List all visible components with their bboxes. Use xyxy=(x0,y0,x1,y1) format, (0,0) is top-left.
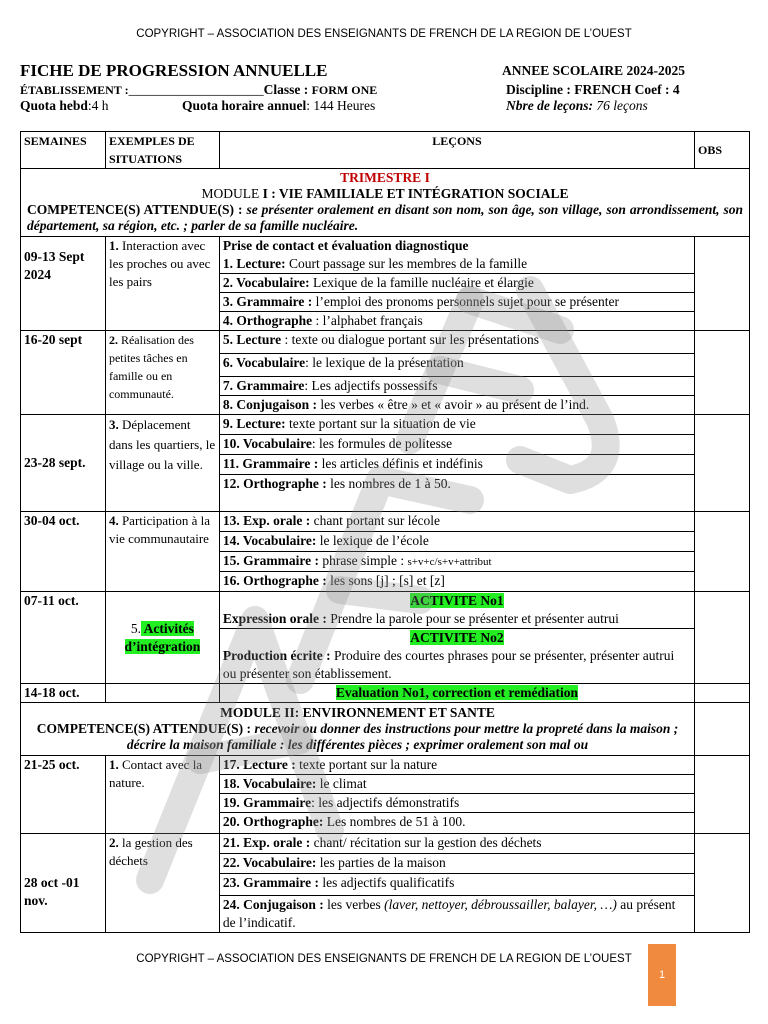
lesson-cell: Prise de contact et évaluation diagnostique xyxy=(219,237,694,256)
activity-title: ACTIVITE No1 xyxy=(410,593,504,608)
lesson-cell: 20. Orthographe: Les nombres de 51 à 100. xyxy=(219,813,694,834)
lesson-cell: 21. Exp. orale : chant/ récitation sur la gestion des déchets xyxy=(219,834,694,854)
lesson-cell: ACTIVITE No1 Expression orale : Prendre la parole pour se présenter et présenter autrui xyxy=(219,592,694,629)
table-row xyxy=(21,237,750,256)
obs-cell xyxy=(695,415,750,512)
table-row xyxy=(21,756,750,775)
quota-annual-label: Quota horaire annuel xyxy=(182,98,307,113)
table-row xyxy=(21,834,750,854)
situation-text: Activités d’intégration xyxy=(124,620,201,654)
lesson-cell: 14. Vocabulaire: le lexique de l’école xyxy=(219,532,694,552)
week-cell: 16-20 sept xyxy=(21,331,106,415)
module2-title: MODULE II: ENVIRONNEMENT ET SANTE xyxy=(220,705,495,720)
obs-cell xyxy=(695,834,750,933)
obs-cell xyxy=(695,703,750,756)
lesson-cell: 8. Conjugaison : les verbes « être » et « avoir » au présent de l’ind. xyxy=(219,396,694,415)
obs-cell xyxy=(695,331,750,415)
competence2-label: COMPETENCE(S) ATTENDUE(S) : xyxy=(36,721,252,736)
classe-value: FORM ONE xyxy=(311,83,378,97)
situation-text: Déplacement dans les quartiers, le village ou la ville. xyxy=(108,417,216,472)
header-line-1 xyxy=(20,61,750,81)
obs-cell xyxy=(695,756,750,834)
lesson-cell: 22. Vocabulaire: les parties de la maison xyxy=(219,854,694,874)
obs-cell xyxy=(695,512,750,592)
module1-prefix: MODULE xyxy=(201,186,263,201)
situation-cell xyxy=(105,834,219,933)
situation-text: la gestion des déchets xyxy=(108,835,193,868)
school-year: ANNEE SCOLAIRE 2024-2025 xyxy=(502,63,686,78)
week-cell: 30-04 oct. xyxy=(21,512,106,592)
lesson-cell: 23. Grammaire : les adjectifs qualificatifs xyxy=(219,874,694,896)
lesson-cell: 2. Vocabulaire: Lexique de la famille nucléaire et élargie xyxy=(219,274,694,293)
page-number-badge: 1 xyxy=(648,944,676,1006)
obs-cell xyxy=(695,592,750,684)
situation-cell xyxy=(105,592,219,684)
situation-cell xyxy=(105,331,219,415)
copyright-header: COPYRIGHT – ASSOCIATION DES ENSEIGNANTS DE FRENCH DE LA REGION DE L’OUEST xyxy=(136,28,632,40)
table-row xyxy=(21,684,750,703)
module2-header-row xyxy=(21,703,750,756)
table-header-row xyxy=(21,132,750,169)
copyright-footer: COPYRIGHT – ASSOCIATION DES ENSEIGNANTS DE FRENCH DE LA REGION DE L’OUEST xyxy=(136,953,632,965)
situation-text: Contact avec la nature. xyxy=(108,757,203,790)
col-exemples: EXEMPLES DE SITUATIONS xyxy=(105,132,219,169)
week-cell: 28 oct -01 nov. xyxy=(21,834,106,933)
situation-cell xyxy=(105,684,219,703)
col-lecons: LEÇONS xyxy=(219,132,694,169)
etablissement-blank: ____________________ xyxy=(128,82,264,97)
lessons-label: Nbre de leçons: xyxy=(506,98,593,113)
situation-number: 2. xyxy=(108,333,118,347)
quota-annual-value: : 144 Heures xyxy=(306,98,376,113)
trimestre-title: TRIMESTRE I xyxy=(340,170,430,185)
module2-cell xyxy=(21,703,695,756)
lesson-cell: 10. Vocabulaire: les formules de politesse xyxy=(219,435,694,455)
lesson-cell: 5. Lecture : texte ou dialogue portant sur les présentations xyxy=(219,331,694,354)
lesson-cell: 13. Exp. orale : chant portant sur lécole xyxy=(219,512,694,532)
situation-text: Réalisation des petites tâches en famille ou en communauté. xyxy=(108,333,194,401)
situation-text: Participation à la vie communautaire xyxy=(108,513,211,546)
lessons-value: 76 leçons xyxy=(592,98,648,113)
situation-cell xyxy=(105,415,219,512)
week-cell: 09-13 Sept 2024 xyxy=(21,237,106,331)
lesson-cell: 16. Orthographe : les sons [j] ; [s] et [z] xyxy=(219,572,694,592)
table-row xyxy=(21,512,750,532)
situation-number: 1. xyxy=(108,757,119,772)
lesson-cell xyxy=(219,684,694,703)
competence1-label: COMPETENCE(S) ATTENDUE(S) : xyxy=(27,202,243,217)
situation-cell xyxy=(105,237,219,331)
week-cell: 14-18 oct. xyxy=(21,684,106,703)
lesson-cell: 19. Grammaire: les adjectifs démonstratifs xyxy=(219,794,694,813)
table-row xyxy=(21,592,750,629)
lesson-cell: 4. Orthographe : l’alphabet français xyxy=(219,312,694,331)
evaluation-title: Evaluation No1, correction et remédiation xyxy=(335,685,578,700)
lesson-cell: 3. Grammaire : l’emploi des pronoms personnels sujet pour se présenter xyxy=(219,293,694,312)
lesson-cell: 9. Lecture: texte portant sur la situation de vie xyxy=(219,415,694,435)
situation-number: 3. xyxy=(108,417,119,432)
competence2-text: recevoir ou donner des instructions pour mettre la propreté dans la maison ; décrire la maison familiale : les différentes pièces ; exprimer oralement son mal ou xyxy=(126,721,679,752)
table-row xyxy=(21,331,750,354)
week-cell: 23-28 sept. xyxy=(21,415,106,512)
lesson-cell: 17. Lecture : texte portant sur la nature xyxy=(219,756,694,775)
competence1-text: se présenter oralement en disant son nom, son âge, son village, son arrondissement, son département, sa région, etc. ; parler de sa famille nucléaire. xyxy=(27,202,743,233)
situation-cell xyxy=(105,756,219,834)
week-cell: 07-11 oct. xyxy=(21,592,106,684)
quota-value: :4 h xyxy=(87,98,109,113)
situation-text: Interaction avec les proches ou avec les pairs xyxy=(108,238,211,289)
lesson-cell: 12. Orthographe : les nombres de 1 à 50. xyxy=(219,475,694,512)
situation-number: 2. xyxy=(108,835,119,850)
header-line-2 xyxy=(20,82,750,98)
lesson-cell: 11. Grammaire : les articles définis et indéfinis xyxy=(219,455,694,475)
week-cell: 21-25 oct. xyxy=(21,756,106,834)
module1-title: I : VIE FAMILIALE ET INTÉGRATION SOCIALE xyxy=(262,186,569,201)
quota-label: Quota hebd xyxy=(20,98,88,113)
lesson-cell: 6. Vocabulaire: le lexique de la présentation xyxy=(219,354,694,377)
etablissement-label: ÉTABLISSEMENT : xyxy=(20,83,129,97)
module1-header-row xyxy=(21,169,750,237)
activity-title: ACTIVITE No2 xyxy=(410,630,504,645)
table-row xyxy=(21,415,750,435)
header-line-3 xyxy=(20,98,750,114)
progression-table xyxy=(20,131,750,933)
lesson-cell: 24. Conjugaison : les verbes (laver, nettoyer, débroussailler, balayer, …) au présent de l’indicatif. xyxy=(219,896,694,933)
obs-cell xyxy=(695,684,750,703)
lesson-cell: ACTIVITE No2 Production écrite : Produire des courtes phrases pour se présenter, présenter autrui ou présenter son établissement. xyxy=(219,629,694,684)
module1-cell xyxy=(21,169,750,237)
situation-number: 1. xyxy=(108,238,119,253)
lesson-cell: 1. Lecture: Court passage sur les membres de la famille xyxy=(219,255,694,274)
obs-cell xyxy=(695,237,750,331)
col-obs: OBS xyxy=(695,132,750,169)
situation-number: 4. xyxy=(108,513,119,528)
discipline: Discipline : FRENCH Coef : 4 xyxy=(506,82,680,97)
lesson-cell: 18. Vocabulaire: le climat xyxy=(219,775,694,794)
lesson-cell: 7. Grammaire: Les adjectifs possessifs xyxy=(219,377,694,396)
situation-number: 5. xyxy=(130,620,142,636)
col-semaines: SEMAINES xyxy=(21,132,106,169)
situation-cell xyxy=(105,512,219,592)
lesson-cell: 15. Grammaire : phrase simple : s+v+c/s+v+attribut xyxy=(219,552,694,572)
classe-label: Classe : xyxy=(263,82,309,97)
page-title: FICHE DE PROGRESSION ANNUELLE xyxy=(20,61,328,80)
